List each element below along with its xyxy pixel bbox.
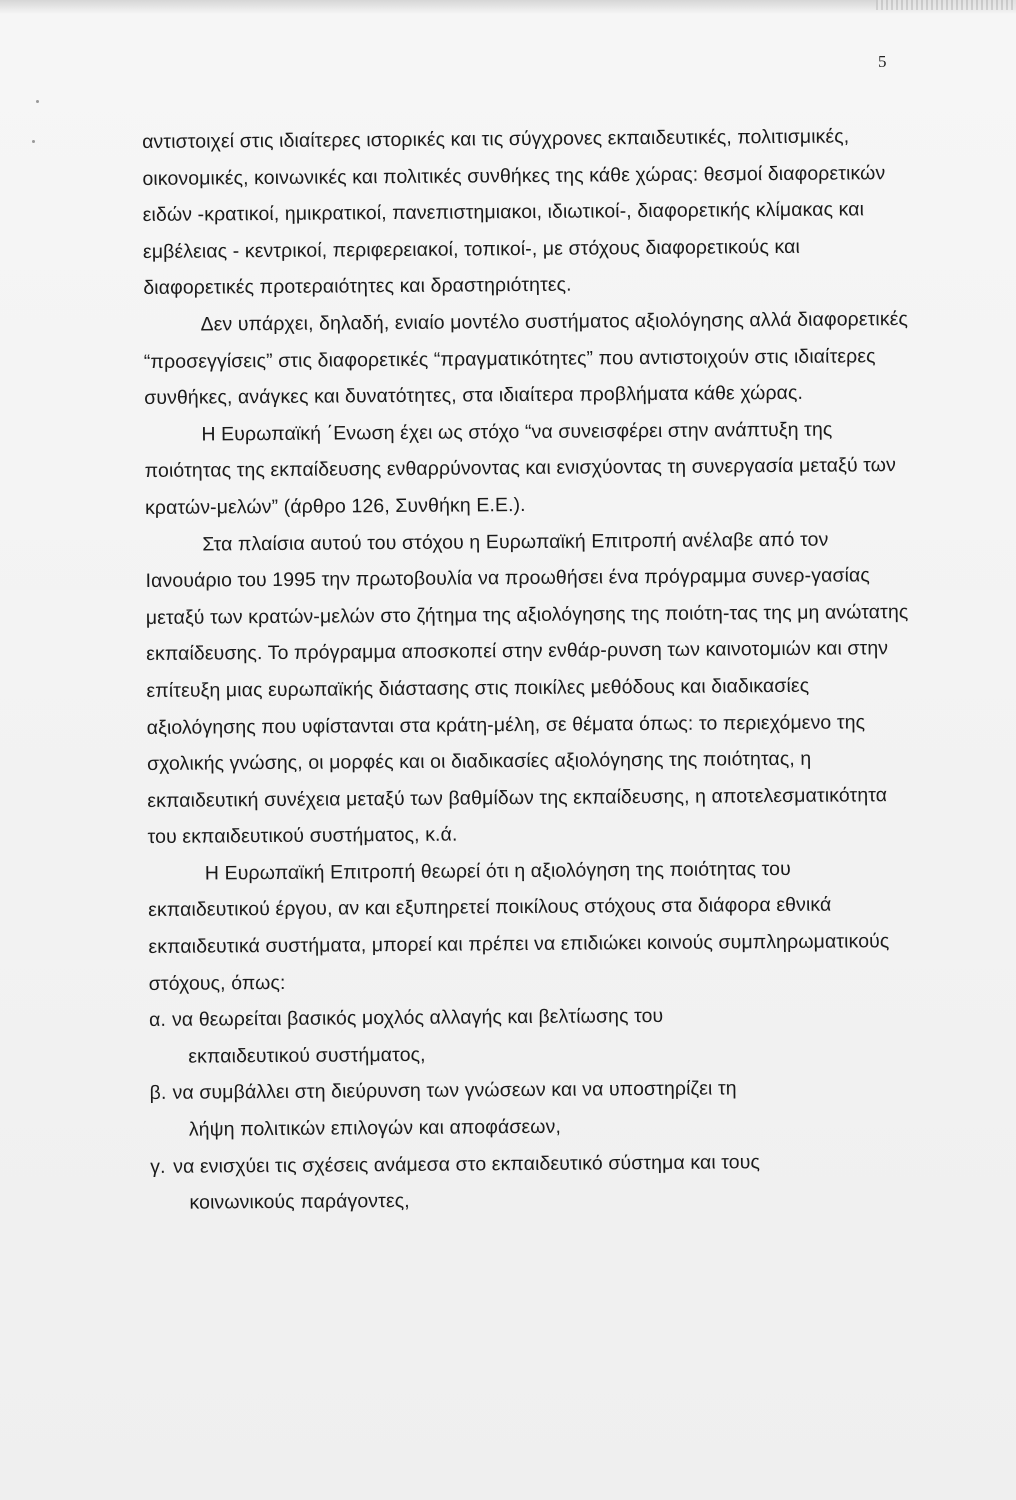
paragraph-1: αντιστοιχεί στις ιδιαίτερες ιστορικές και τις σύγχρονες εκπαιδευτικές, πολιτισμικές, οικονομικές, κοινωνικές και πολιτικές συνθήκες της κάθε χώρας: θεσμοί διαφορετικών ειδών -κρατικοί, ημικρατικοί, πανεπιστημιακοι, ιδιωτικοί-, διαφορετικής κλίμακας και εμβέλειας - κεντρικοί, περιφερειακοί, τοπικοί-, με στόχους διαφορετικούς και διαφορετικές προτεραιότητες και δραστηριότητες.	[142, 125, 886, 300]
paragraph-5: Η Ευρωπαϊκή Επιτροπή θεωρεί ότι η αξιολόγηση της ποιότητας του εκπαιδευτικού έργου, αν και εξυπηρετεί ποικίλους στόχους στα διάφορα εθνικά εκπαιδευτικά συστήματα, μπορεί και πρέπει να επιδιώκει κοινούς συμπληρωματικούς στόχους, όπως:	[148, 857, 890, 995]
scan-shadow-top	[0, 0, 1016, 14]
list-marker: β.	[149, 1082, 167, 1105]
list-item-line: λήψη πολιτικών επιλογών και αποφάσεων,	[188, 1115, 562, 1141]
list-item-line: να συμβάλλει στη διεύρυνση των γνώσεων και να υποστηρίζει τη	[172, 1077, 737, 1105]
paragraph-4: Στα πλαίσια αυτού του στόχου η Ευρωπαϊκή Επιτροπή ανέλαβε από τον Ιανουάριο του 1995 την πρωτοβουλία να προωθήσει ένα πρόγραμμα συνερ-γασίας μεταξύ των κρατών-μελών στο ζήτημα της αξιολόγησης της ποιότη-τας της μη ανώτατης εκπαίδευσης. Το πρόγραμμα αποσκοπεί στην ενθάρ-ρυνση των καινοτομιών και στην επίτευξη μιας ευρωπαϊκής διάστασης στις ποικίλες μεθόδους και διαδικασίες αξιολόγησης που υφίστανται στα κράτη-μέλη, σε θέματα όπως: το περιεχόμενο της σχολικής γνώσης, οι μορφές και οι διαδικασίες αξιολόγησης της ποιότητας, η εκπαιδευτική συνέχεια μεταξύ των βαθμίδων της εκπαίδευσης, η αποτελεσματικότητα του εκπαιδευτικού συστήματος, κ.ά.	[145, 528, 909, 849]
list-item	[149, 1069, 920, 1148]
scan-noise-top-right	[876, 0, 1016, 10]
objectives-list	[149, 996, 921, 1222]
paragraph-2: Δεν υπάρχει, δηλαδή, ενιαίο μοντέλο συστήματος αξιολόγησης αλλά διαφορετικές “προσεγγίσεις” στις διαφορετικές “πραγματικότητες” που αντιστοιχούν στις ιδιαίτερες συνθήκες, ανάγκες και δυνατότητες, στα ιδιαίτερα προβλήματα κάθε χώρας.	[143, 307, 909, 410]
scan-speck	[36, 100, 39, 103]
list-item-text	[173, 1143, 921, 1222]
paragraph-3: Η Ευρωπαϊκή ΄Ενωση έχει ως στόχο “να συνεισφέρει στην ανάπτυξη της ποιότητας της εκπαίδευσης ενθαρρύνοντας και ενισχύοντας τη συνεργασία μεταξύ των κρατών-μελών” (άρθρο 126, Συνθήκη Ε.Ε.).	[144, 418, 897, 519]
list-item-text	[172, 996, 920, 1075]
list-marker: γ.	[150, 1155, 166, 1178]
list-item-text	[172, 1069, 920, 1148]
list-item-line: εκπαιδευτικού συστήματος,	[188, 1043, 426, 1068]
list-item-line: να θεωρείται βασικός μοχλός αλλαγής και βελτίωσης του	[171, 1005, 664, 1032]
list-item-line: κοινωνικούς παράγοντες,	[189, 1190, 410, 1214]
list-item	[150, 1143, 921, 1222]
scan-speck	[32, 140, 35, 143]
list-item-line: να ενισχύει τις σχέσεις ανάμεσα στο εκπαιδευτικό σύστημα και τους	[173, 1150, 761, 1178]
list-marker: α.	[148, 1009, 167, 1032]
list-item	[149, 996, 920, 1075]
document-body	[142, 118, 921, 1222]
page-number: 5	[878, 52, 887, 71]
